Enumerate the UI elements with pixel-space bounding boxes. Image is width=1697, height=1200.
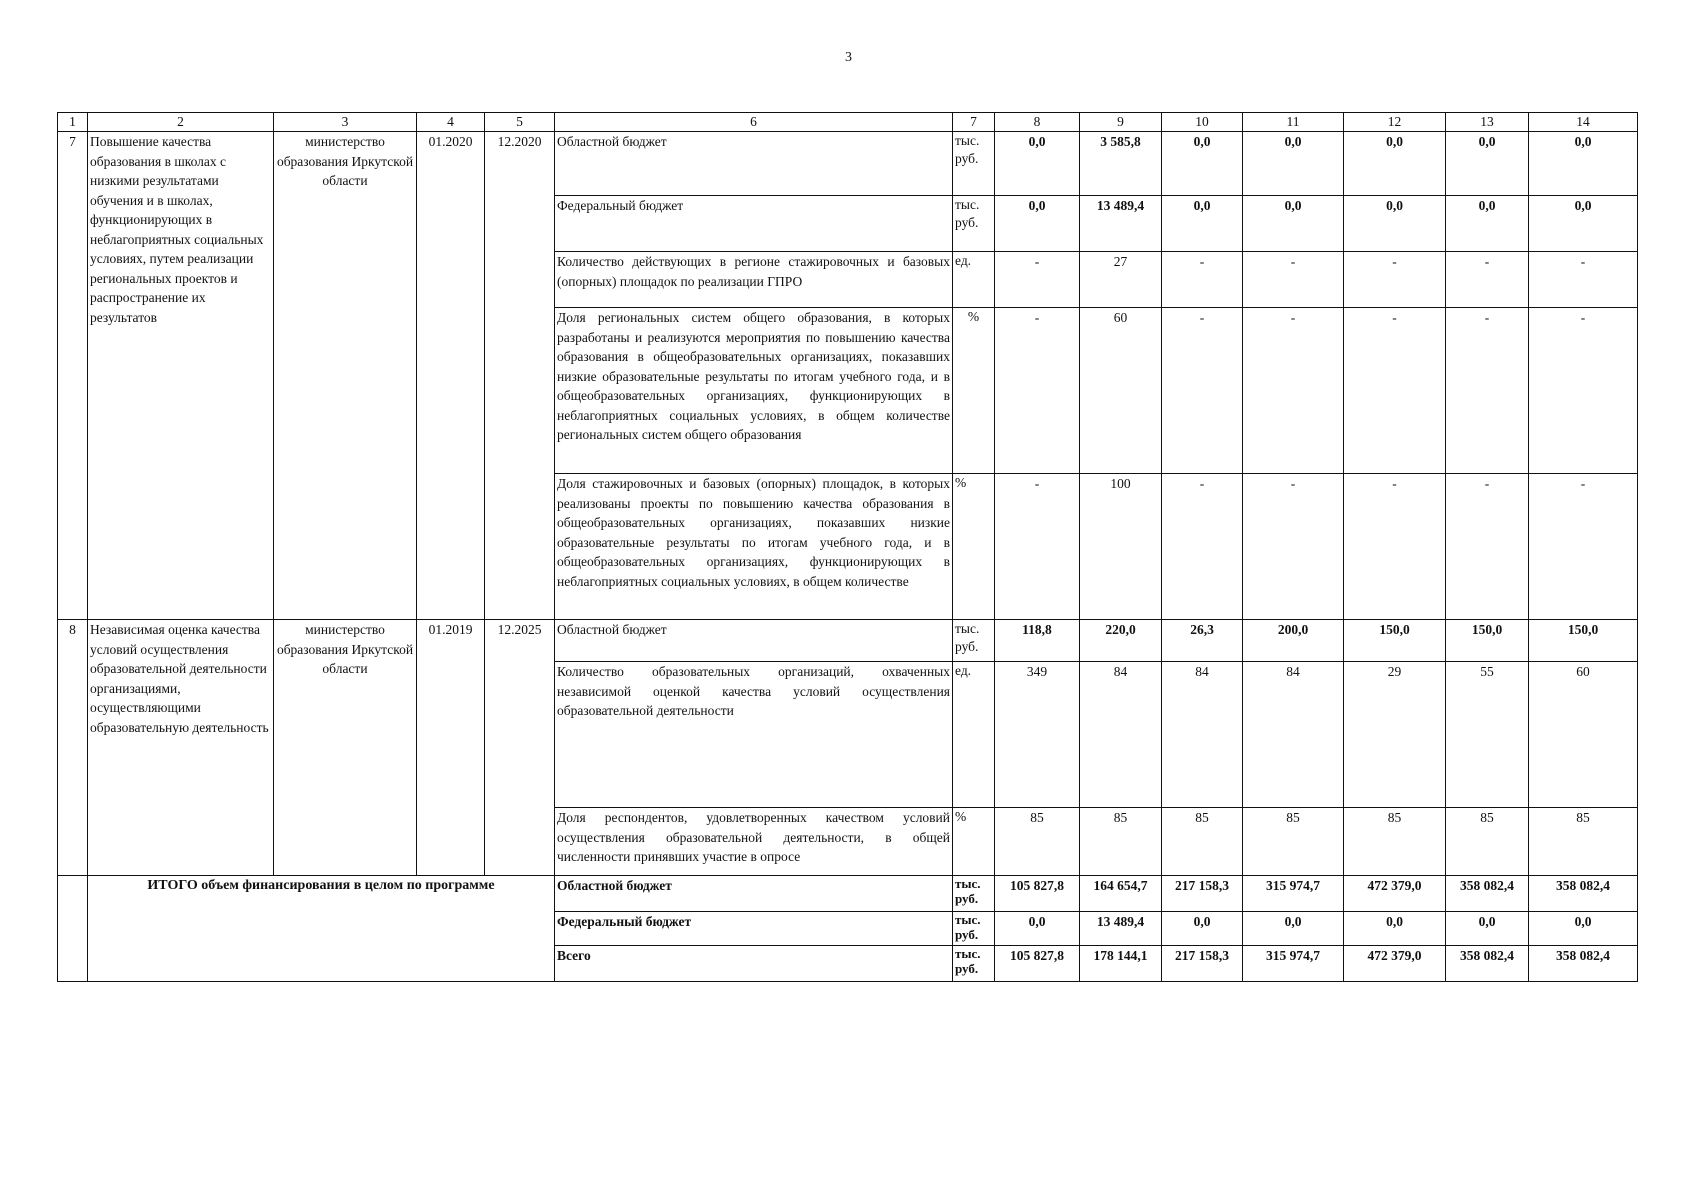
program-table [57, 112, 1638, 982]
value-cell: 0,0 [1344, 196, 1446, 252]
activity-name: Повышение качества образования в школах с низкими результатами обучения и в школах, функционирующих в неблагоприятных социальных условиях, путем реализации региональных проектов и распространение их результатов [88, 132, 274, 620]
total-blank-cell [58, 876, 88, 982]
col-header: 7 [953, 113, 995, 132]
value-cell: 0,0 [1344, 912, 1446, 946]
col-header: 6 [555, 113, 953, 132]
value-cell: 85 [995, 808, 1080, 876]
value-cell: 105 827,8 [995, 946, 1080, 982]
col-header: 2 [88, 113, 274, 132]
value-cell: 0,0 [1529, 912, 1638, 946]
value-cell: 0,0 [1446, 132, 1529, 196]
value-cell: 85 [1162, 808, 1243, 876]
value-cell: - [1162, 252, 1243, 308]
value-cell: 29 [1344, 662, 1446, 808]
value-cell: - [995, 308, 1080, 474]
value-cell: 85 [1529, 808, 1638, 876]
value-cell: 3 585,8 [1080, 132, 1162, 196]
value-cell: 358 082,4 [1529, 946, 1638, 982]
value-cell: 0,0 [1344, 132, 1446, 196]
unit: тыс. руб. [953, 196, 995, 252]
value-cell: 85 [1080, 808, 1162, 876]
value-cell: 27 [1080, 252, 1162, 308]
col-header: 9 [1080, 113, 1162, 132]
value-cell: 0,0 [1243, 196, 1344, 252]
value-cell: - [1344, 308, 1446, 474]
unit: тыс. руб. [953, 876, 995, 912]
indicator: Областной бюджет [555, 876, 953, 912]
row-number: 7 [58, 132, 88, 620]
value-cell: 118,8 [995, 620, 1080, 662]
value-cell: - [1243, 252, 1344, 308]
unit: тыс. руб. [953, 946, 995, 982]
start-date: 01.2020 [417, 132, 485, 620]
value-cell: 60 [1080, 308, 1162, 474]
value-cell: 0,0 [995, 132, 1080, 196]
value-cell: - [1529, 474, 1638, 620]
header-row [58, 113, 1638, 132]
page-number: 3 [845, 50, 852, 65]
indicator: Федеральный бюджет [555, 912, 953, 946]
value-cell: - [1344, 252, 1446, 308]
table-row [58, 132, 1638, 196]
value-cell: - [1162, 474, 1243, 620]
row-number: 8 [58, 620, 88, 876]
indicator: Доля региональных систем общего образования, в которых разработаны и реализуются мероприятия по повышению качества образования в общеобразовательных организациях, показавших низкие образовательные результаты по итогам учебного года, и в общеобразовательных организациях, функционирующих в неблагоприятных социальных условиях, в общем количестве региональных систем общего образования [555, 308, 953, 474]
value-cell: 85 [1344, 808, 1446, 876]
executor: министерство образования Иркутской области [274, 620, 417, 876]
value-cell: 358 082,4 [1529, 876, 1638, 912]
value-cell: - [1243, 308, 1344, 474]
value-cell: 84 [1162, 662, 1243, 808]
value-cell: 0,0 [995, 912, 1080, 946]
unit: тыс. руб. [953, 620, 995, 662]
col-header: 3 [274, 113, 417, 132]
value-cell: 0,0 [1529, 196, 1638, 252]
value-cell: 0,0 [1162, 196, 1243, 252]
indicator: Доля стажировочных и базовых (опорных) площадок, в которых реализованы проекты по повышению качества образования в общеобразовательных организациях, показавших низкие образовательные результаты по итогам учебного года, и в общеобразовательных организациях, функционирующих в неблагоприятных социальных условиях, в общем количестве [555, 474, 953, 620]
col-header: 12 [1344, 113, 1446, 132]
value-cell: 164 654,7 [1080, 876, 1162, 912]
value-cell: 358 082,4 [1446, 946, 1529, 982]
value-cell: 26,3 [1162, 620, 1243, 662]
col-header: 11 [1243, 113, 1344, 132]
value-cell: - [1243, 474, 1344, 620]
value-cell: 178 144,1 [1080, 946, 1162, 982]
value-cell: - [1446, 308, 1529, 474]
value-cell: 100 [1080, 474, 1162, 620]
unit: % [953, 308, 995, 474]
value-cell: 472 379,0 [1344, 876, 1446, 912]
value-cell: 150,0 [1529, 620, 1638, 662]
col-header: 4 [417, 113, 485, 132]
value-cell: 0,0 [995, 196, 1080, 252]
indicator: Всего [555, 946, 953, 982]
indicator: Федеральный бюджет [555, 196, 953, 252]
value-cell: - [995, 474, 1080, 620]
value-cell: 0,0 [1162, 132, 1243, 196]
unit: тыс. руб. [953, 912, 995, 946]
value-cell: 472 379,0 [1344, 946, 1446, 982]
unit: % [953, 474, 995, 620]
value-cell: 84 [1243, 662, 1344, 808]
value-cell: 0,0 [1529, 132, 1638, 196]
unit: ед. [953, 252, 995, 308]
indicator: Количество образовательных организаций, охваченных независимой оценкой качества условий осуществления образовательной деятельности [555, 662, 953, 808]
value-cell: 150,0 [1446, 620, 1529, 662]
unit: % [953, 808, 995, 876]
table-row [58, 620, 1638, 662]
value-cell: - [1446, 252, 1529, 308]
indicator: Областной бюджет [555, 620, 953, 662]
total-row [58, 876, 1638, 912]
value-cell: 0,0 [1243, 912, 1344, 946]
value-cell: 0,0 [1162, 912, 1243, 946]
end-date: 12.2020 [485, 132, 555, 620]
col-header: 13 [1446, 113, 1529, 132]
end-date: 12.2025 [485, 620, 555, 876]
value-cell: - [1529, 252, 1638, 308]
value-cell: - [1446, 474, 1529, 620]
start-date: 01.2019 [417, 620, 485, 876]
total-label: ИТОГО объем финансирования в целом по программе [88, 876, 555, 982]
indicator: Областной бюджет [555, 132, 953, 196]
unit: тыс. руб. [953, 132, 995, 196]
value-cell: 13 489,4 [1080, 196, 1162, 252]
indicator: Количество действующих в регионе стажировочных и базовых (опорных) площадок по реализации ГПРО [555, 252, 953, 308]
value-cell: 105 827,8 [995, 876, 1080, 912]
value-cell: 200,0 [1243, 620, 1344, 662]
value-cell: 217 158,3 [1162, 876, 1243, 912]
col-header: 5 [485, 113, 555, 132]
col-header: 8 [995, 113, 1080, 132]
value-cell: - [1529, 308, 1638, 474]
value-cell: - [995, 252, 1080, 308]
value-cell: 315 974,7 [1243, 876, 1344, 912]
unit: ед. [953, 662, 995, 808]
value-cell: 358 082,4 [1446, 876, 1529, 912]
value-cell: 349 [995, 662, 1080, 808]
value-cell: 150,0 [1344, 620, 1446, 662]
value-cell: 55 [1446, 662, 1529, 808]
value-cell: 0,0 [1243, 132, 1344, 196]
value-cell: - [1344, 474, 1446, 620]
value-cell: 85 [1446, 808, 1529, 876]
activity-name: Независимая оценка качества условий осуществления образовательной деятельности организациями, осуществляющими образовательную деятельность [88, 620, 274, 876]
value-cell: 220,0 [1080, 620, 1162, 662]
col-header: 1 [58, 113, 88, 132]
value-cell: - [1162, 308, 1243, 474]
value-cell: 0,0 [1446, 196, 1529, 252]
col-header: 14 [1529, 113, 1638, 132]
executor: министерство образования Иркутской области [274, 132, 417, 620]
value-cell: 315 974,7 [1243, 946, 1344, 982]
value-cell: 13 489,4 [1080, 912, 1162, 946]
col-header: 10 [1162, 113, 1243, 132]
value-cell: 0,0 [1446, 912, 1529, 946]
indicator: Доля респондентов, удовлетворенных качеством условий осуществления образовательной деятельности, в общей численности принявших участие в опросе [555, 808, 953, 876]
value-cell: 84 [1080, 662, 1162, 808]
value-cell: 60 [1529, 662, 1638, 808]
value-cell: 217 158,3 [1162, 946, 1243, 982]
value-cell: 85 [1243, 808, 1344, 876]
